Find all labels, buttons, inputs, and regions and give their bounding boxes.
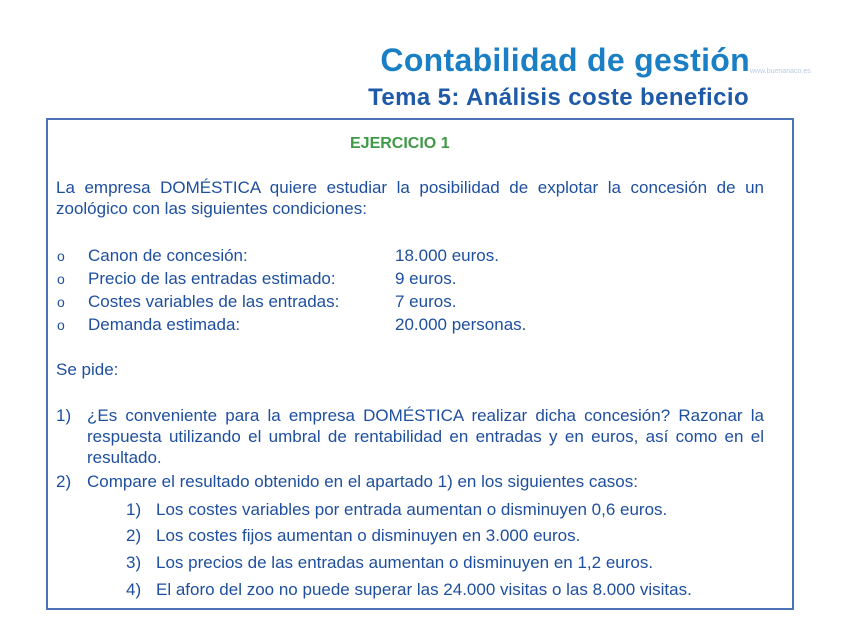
- bullet-marker: o: [57, 248, 65, 264]
- question-text: ¿Es conveniente para la empresa DOMÉSTICA realizar dicha concesión? Razonar la respuesta utilizando el umbral de rentabilidad en entradas y en euros, así como en el resultado.: [87, 406, 764, 467]
- exercise-heading: EJERCICIO 1: [350, 135, 450, 152]
- condition-label: Costes variables de las entradas:: [88, 292, 340, 311]
- condition-value: 9 euros.: [395, 269, 457, 288]
- case-number: 4): [126, 580, 142, 599]
- watermark-text: www.buenanaco.es: [750, 68, 811, 75]
- case-number: 3): [126, 553, 142, 572]
- bullet-marker: o: [57, 271, 65, 287]
- document-title: Contabilidad de gestión: [380, 42, 750, 78]
- case-text: Los costes variables por entrada aumentan o disminuyen 0,6 euros.: [156, 500, 668, 519]
- case-text: El aforo del zoo no puede superar las 24.000 visitas o las 8.000 visitas.: [156, 580, 692, 599]
- bullet-marker: o: [57, 294, 65, 310]
- case-text: Los precios de las entradas aumentan o disminuyen en 1,2 euros.: [156, 553, 654, 572]
- question-number: 1): [56, 406, 72, 425]
- bullet-marker: o: [57, 317, 65, 333]
- condition-value: 20.000 personas.: [395, 315, 527, 334]
- question-text: Compare el resultado obtenido en el apartado 1) en los siguientes casos:: [87, 472, 638, 491]
- condition-value: 18.000 euros.: [395, 246, 499, 265]
- document-subtitle: Tema 5: Análisis coste beneficio: [368, 84, 749, 111]
- se-pide-label: Se pide:: [56, 360, 119, 379]
- condition-value: 7 euros.: [395, 292, 457, 311]
- intro-paragraph: La empresa DOMÉSTICA quiere estudiar la posibilidad de explotar la concesión de un zoológico con las siguientes condiciones:: [56, 178, 764, 218]
- case-text: Los costes fijos aumentan o disminuyen en 3.000 euros.: [156, 526, 581, 545]
- condition-label: Precio de las entradas estimado:: [88, 269, 336, 288]
- case-number: 2): [126, 526, 142, 545]
- question-number: 2): [56, 472, 72, 491]
- condition-label: Demanda estimada:: [88, 315, 241, 334]
- case-number: 1): [126, 500, 142, 519]
- condition-label: Canon de concesión:: [88, 246, 248, 265]
